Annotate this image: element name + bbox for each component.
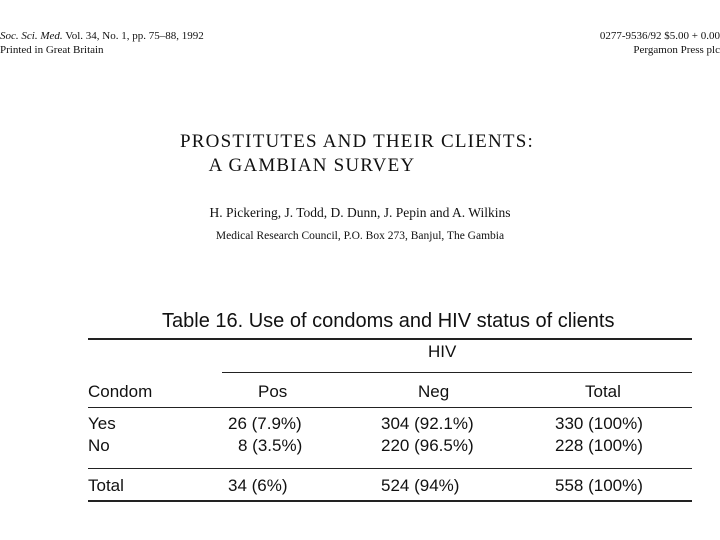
article-authors: H. Pickering, J. Todd, D. Dunn, J. Pepin and A. Wilkins <box>209 205 511 220</box>
table-group-header-hiv: HIV <box>428 342 457 361</box>
journal-name: Soc. Sci. Med. <box>0 30 63 42</box>
table-cell-yes-neg: 304 (92.1%) <box>381 414 474 433</box>
table-cell-total-neg: 524 (94%) <box>381 476 460 495</box>
table-top-rule <box>88 338 692 340</box>
table-cell-yes-total: 330 (100%) <box>555 414 643 433</box>
table-caption: Table 16. Use of condoms and HIV status of clients <box>162 310 615 332</box>
article-title-line2: A GAMBIAN SURVEY <box>208 155 416 176</box>
table-cell-no-neg: 220 (96.5%) <box>381 436 474 455</box>
table-group-rule <box>222 372 692 373</box>
table-cell-total-label: Total <box>88 476 124 495</box>
table-header-rule <box>88 407 692 408</box>
table-cell-total-total: 558 (100%) <box>555 476 643 495</box>
table-cell-yes-pos: 26 (7.9%) <box>228 414 302 433</box>
table-header-pos: Pos <box>258 382 288 401</box>
publisher: Pergamon Press plc <box>633 44 720 56</box>
table-total-rule <box>88 468 692 469</box>
journal-citation-line <box>0 29 204 43</box>
journal-citation: Vol. 34, No. 1, pp. 75–88, 1992 <box>65 30 204 42</box>
journal-header-left <box>0 29 204 57</box>
table-header-total: Total <box>585 382 621 401</box>
article-title-line1: PROSTITUTES AND THEIR CLIENTS: <box>180 131 534 152</box>
printed-in: Printed in Great Britain <box>0 44 104 56</box>
table-bottom-rule <box>88 500 692 502</box>
journal-header-right <box>600 29 720 57</box>
article-affiliation: Medical Research Council, P.O. Box 273, Banjul, The Gambia <box>215 230 505 242</box>
table-cell-no-pos: 8 (3.5%) <box>238 436 303 455</box>
table-cell-no-label: No <box>88 436 110 455</box>
issn-price: 0277-9536/92 $5.00 + 0.00 <box>599 30 720 42</box>
table-header-neg: Neg <box>418 382 450 401</box>
table-header-condom: Condom <box>88 382 153 401</box>
table-cell-no-total: 228 (100%) <box>555 436 643 455</box>
table-cell-yes-label: Yes <box>88 414 116 433</box>
table-cell-total-pos: 34 (6%) <box>228 476 288 495</box>
